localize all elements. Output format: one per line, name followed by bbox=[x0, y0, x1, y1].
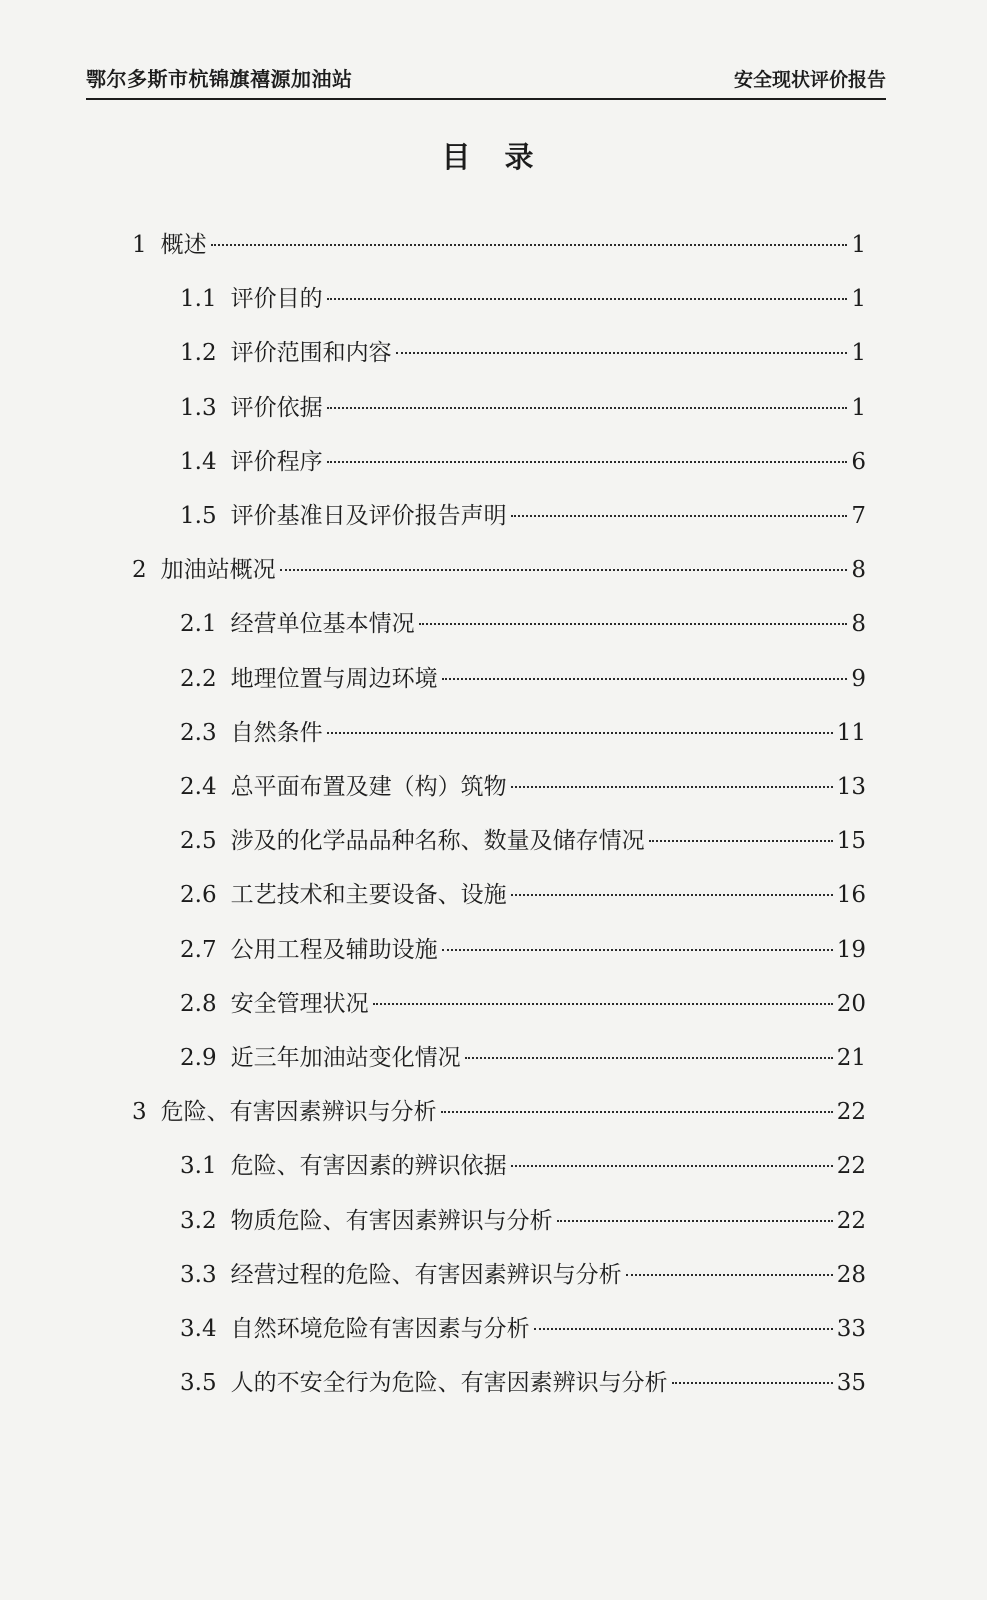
toc-entry-number: 2.7 bbox=[180, 936, 217, 963]
toc-leader-dots bbox=[511, 786, 833, 788]
toc-entry-number: 3.3 bbox=[180, 1261, 217, 1288]
toc-entry-number: 2 bbox=[132, 557, 147, 584]
toc-entry bbox=[180, 500, 866, 532]
toc-entry-title: 涉及的化学品品种名称、数量及储存情况 bbox=[230, 828, 645, 855]
toc-entry bbox=[180, 771, 866, 803]
toc-entry-title: 总平面布置及建（构）筑物 bbox=[230, 774, 507, 800]
toc-leader-dots bbox=[327, 298, 848, 300]
toc-entry-number: 1.4 bbox=[180, 448, 217, 475]
toc-entry bbox=[180, 1367, 866, 1399]
toc-entry-number: 2.3 bbox=[180, 719, 217, 746]
toc-entry-page: 6 bbox=[851, 448, 866, 475]
toc-entry-number: 2.8 bbox=[180, 990, 217, 1017]
toc-entry-title: 工艺技术和主要设备、设施 bbox=[230, 882, 507, 909]
toc-entry-title: 评价目的 bbox=[230, 286, 323, 313]
toc-entry-title: 评价范围和内容 bbox=[230, 340, 392, 367]
toc-entry-page: 22 bbox=[836, 1207, 866, 1234]
toc-entry bbox=[180, 988, 866, 1020]
toc-entry-page: 1 bbox=[851, 394, 866, 421]
toc-leader-dots bbox=[511, 1165, 833, 1167]
toc-entry-number: 2.5 bbox=[180, 828, 217, 855]
toc-entry-page: 35 bbox=[836, 1370, 866, 1397]
toc-entry-title: 危险、有害因素辨识与分析 bbox=[160, 1099, 437, 1126]
toc-entry-number: 2.1 bbox=[180, 611, 217, 638]
toc-entry-title: 人的不安全行为危险、有害因素辨识与分析 bbox=[230, 1370, 668, 1397]
toc-entry-number: 3.2 bbox=[180, 1207, 217, 1234]
toc-leader-dots bbox=[441, 1111, 833, 1113]
toc-entry-page: 22 bbox=[836, 1099, 866, 1126]
toc-entry-number: 2.9 bbox=[180, 1045, 217, 1071]
toc-entry-number: 1.3 bbox=[180, 394, 217, 421]
toc-leader-dots bbox=[511, 894, 833, 896]
toc-leader-dots bbox=[511, 515, 848, 517]
toc-entry-page: 22 bbox=[836, 1153, 866, 1180]
toc-entry-number: 3.1 bbox=[180, 1153, 217, 1180]
toc-entry bbox=[180, 879, 866, 911]
toc-entry-number: 2.6 bbox=[180, 882, 217, 909]
toc-entry-page: 1 bbox=[851, 286, 866, 313]
toc-leader-dots bbox=[211, 244, 848, 246]
toc-leader-dots bbox=[327, 461, 848, 463]
toc-entry-title: 公用工程及辅助设施 bbox=[230, 936, 438, 963]
toc-entry-title: 近三年加油站变化情况 bbox=[230, 1045, 461, 1071]
toc-entry-title: 评价依据 bbox=[230, 394, 323, 421]
toc-entry-title: 自然条件 bbox=[230, 719, 323, 746]
toc-entry bbox=[180, 608, 866, 640]
toc-entry-page: 9 bbox=[851, 665, 866, 692]
toc-leader-dots bbox=[534, 1328, 833, 1330]
toc-entry-page: 28 bbox=[836, 1261, 866, 1288]
toc-entry bbox=[180, 446, 866, 478]
toc-entry bbox=[180, 717, 866, 749]
toc-entry-number: 3.5 bbox=[180, 1370, 217, 1397]
toc-leader-dots bbox=[465, 1057, 833, 1059]
toc-entry-page: 16 bbox=[836, 882, 866, 909]
toc-leader-dots bbox=[672, 1382, 833, 1384]
toc-entry-page: 33 bbox=[836, 1316, 866, 1342]
toc-entry bbox=[180, 1042, 866, 1074]
toc-entry bbox=[180, 825, 866, 857]
toc-leader-dots bbox=[327, 732, 833, 734]
toc-leader-dots bbox=[373, 1003, 833, 1005]
toc-entry-page: 11 bbox=[836, 719, 866, 746]
toc-leader-dots bbox=[442, 678, 848, 680]
toc-entry bbox=[180, 1313, 866, 1345]
toc-entry bbox=[180, 1259, 866, 1291]
toc-entry-number: 3 bbox=[132, 1099, 147, 1126]
toc-entry-number: 1 bbox=[132, 232, 147, 258]
toc-entry-page: 1 bbox=[851, 232, 866, 258]
toc-entry-number: 1.1 bbox=[180, 286, 217, 313]
header-report-name: 安全现状评价报告 bbox=[733, 69, 886, 91]
toc-entry-number: 2.2 bbox=[180, 665, 217, 692]
toc-entry bbox=[180, 1150, 866, 1182]
toc-entry-title: 自然环境危险有害因素与分析 bbox=[230, 1316, 530, 1342]
toc-leader-dots bbox=[442, 949, 833, 951]
toc-leader-dots bbox=[557, 1220, 833, 1222]
toc-entry-title: 物质危险、有害因素辨识与分析 bbox=[230, 1207, 553, 1234]
toc-leader-dots bbox=[626, 1274, 833, 1276]
toc-entry-title: 地理位置与周边环境 bbox=[230, 665, 438, 692]
toc-entry-title: 加油站概况 bbox=[160, 557, 276, 584]
page-title: 目 录 bbox=[441, 140, 546, 174]
toc-entry-page: 19 bbox=[836, 936, 866, 963]
toc-entry-title: 评价程序 bbox=[230, 448, 323, 475]
toc-entry bbox=[180, 337, 866, 369]
toc-entry-page: 21 bbox=[836, 1045, 866, 1071]
toc-entry-number: 2.4 bbox=[180, 774, 217, 800]
toc-entry bbox=[180, 283, 866, 315]
toc-entry bbox=[132, 1096, 866, 1128]
toc-entry-page: 13 bbox=[836, 774, 866, 800]
toc-entry bbox=[180, 663, 866, 695]
toc-entry-number: 1.5 bbox=[180, 503, 217, 529]
toc-entry-number: 1.2 bbox=[180, 340, 217, 367]
toc-leader-dots bbox=[327, 407, 848, 409]
toc-entry-title: 评价基准日及评价报告声明 bbox=[230, 503, 507, 529]
toc-entry-title: 经营过程的危险、有害因素辨识与分析 bbox=[230, 1261, 622, 1288]
toc-leader-dots bbox=[419, 623, 848, 625]
toc-leader-dots bbox=[280, 569, 848, 571]
toc-entry-page: 8 bbox=[851, 557, 866, 584]
header-company-name: 鄂尔多斯市杭锦旗禧源加油站 bbox=[86, 67, 353, 91]
toc-leader-dots bbox=[649, 840, 833, 842]
toc-entry-number: 3.4 bbox=[180, 1316, 217, 1342]
toc-entry-title: 危险、有害因素的辨识依据 bbox=[230, 1153, 507, 1180]
toc-entry-title: 概述 bbox=[160, 232, 207, 258]
toc-entry-page: 20 bbox=[836, 990, 866, 1017]
toc-entry-page: 15 bbox=[836, 828, 866, 855]
toc-entry bbox=[180, 392, 866, 424]
toc-leader-dots bbox=[396, 352, 848, 354]
toc-entry bbox=[132, 229, 866, 261]
toc-entry-page: 7 bbox=[851, 503, 866, 529]
toc-entry-page: 8 bbox=[851, 611, 866, 638]
toc-entry-title: 经营单位基本情况 bbox=[230, 611, 415, 638]
toc-entry-page: 1 bbox=[851, 340, 866, 367]
toc-entry-title: 安全管理状况 bbox=[230, 990, 369, 1017]
toc-entry bbox=[132, 554, 866, 586]
toc-entry bbox=[180, 934, 866, 966]
toc-entry bbox=[180, 1205, 866, 1237]
